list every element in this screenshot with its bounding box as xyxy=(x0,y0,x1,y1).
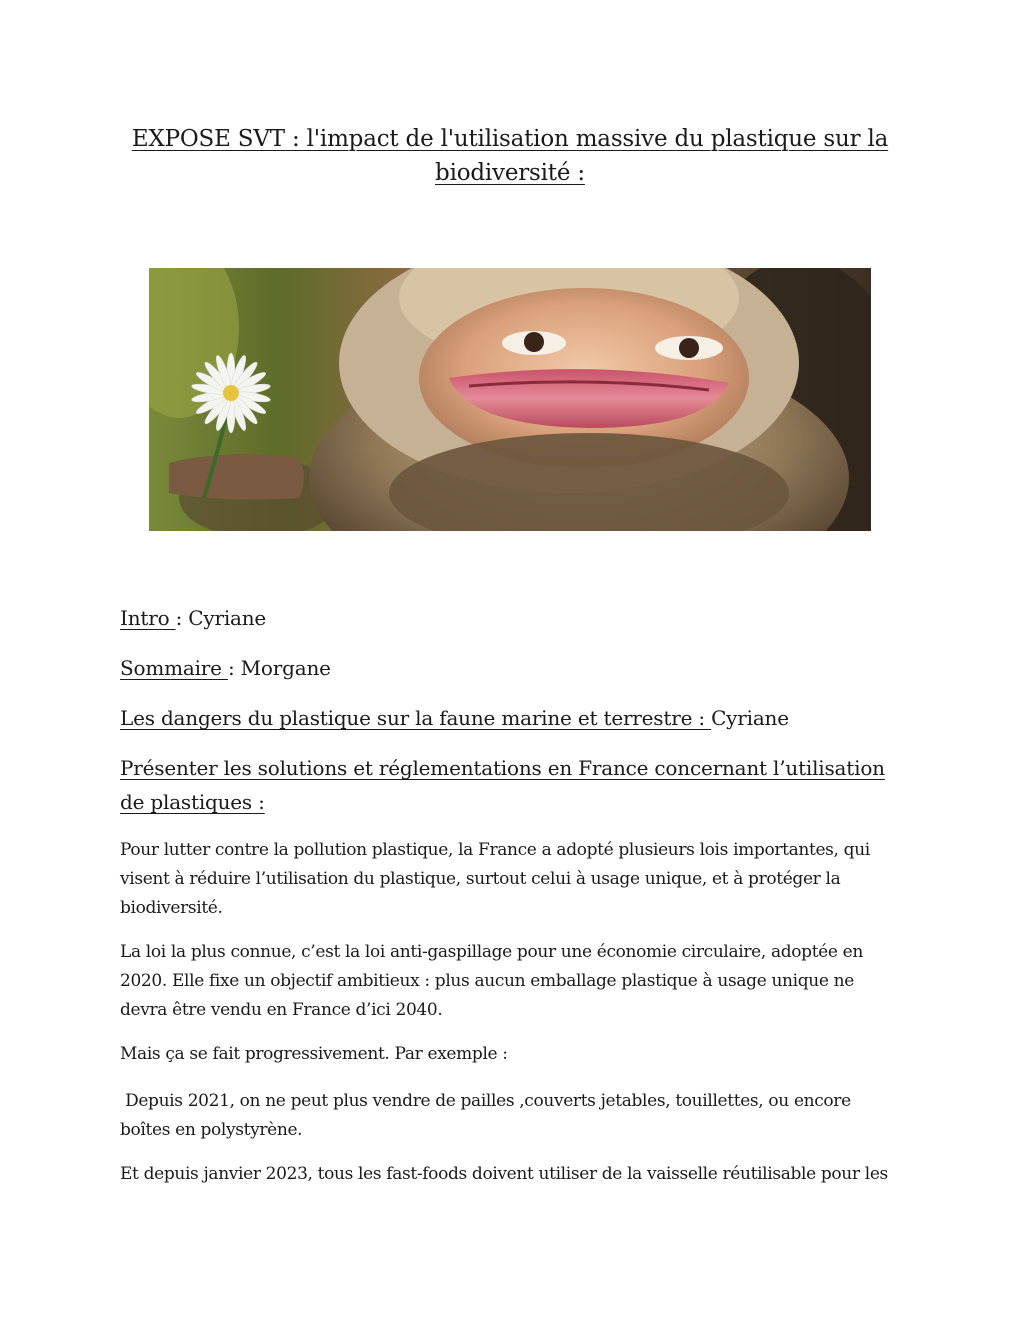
monkey-illustration xyxy=(149,268,871,531)
monkey-arm xyxy=(169,454,304,500)
page-title xyxy=(120,122,900,190)
left-pupil xyxy=(524,332,544,352)
role-solutions xyxy=(120,751,910,819)
monkey-photo xyxy=(149,268,871,531)
page-title-text: EXPOSE SVT : l'impact de l'utilisation massive du plastique sur la biodiversité : xyxy=(131,126,889,186)
role-assignee: : Morgane xyxy=(227,656,331,680)
section-heading: Présenter les solutions et réglementations en France concernant l’utilisation de plastiques : xyxy=(120,756,885,814)
role-sommaire xyxy=(120,651,910,685)
role-intro xyxy=(120,601,910,635)
role-assignee: : Cyriane xyxy=(175,606,267,630)
role-label: Sommaire xyxy=(120,656,228,680)
role-label: Les dangers du plastique sur la faune marine et terrestre : xyxy=(120,706,712,730)
paragraph: La loi la plus connue, c’est la loi anti-gaspillage pour une économie circulaire, adoptée en 2020. Elle fixe un objectif ambitieux : plus aucun emballage plastique à usage unique ne devra être vendu en France d’ici 2040. xyxy=(120,942,863,1020)
role-label: Intro xyxy=(120,606,176,630)
paragraph: Mais ça se fait progressivement. Par exemple : xyxy=(120,1044,508,1064)
right-pupil xyxy=(679,338,699,358)
paragraph: Et depuis janvier 2023, tous les fast-foods doivent utiliser de la vaisselle réutilisable pour les xyxy=(120,1164,888,1184)
role-assignee: Cyriane xyxy=(711,706,789,730)
role-dangers xyxy=(120,701,910,735)
paragraph: Depuis 2021, on ne peut plus vendre de pailles ,couverts jetables, touillettes, ou encore boîtes en polystyrène. xyxy=(120,1091,856,1140)
paragraph: Pour lutter contre la pollution plastique, la France a adopté plusieurs lois importantes, qui visent à réduire l’utilisation du plastique, surtout celui à usage unique, et à protéger la biodiversité. xyxy=(120,840,870,918)
